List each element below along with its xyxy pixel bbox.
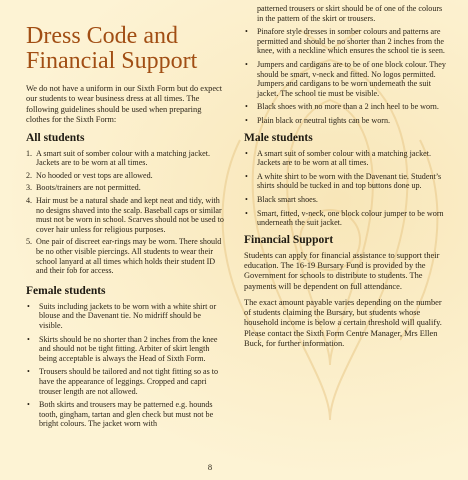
page-title: Dress Code and Financial Support — [26, 23, 198, 74]
all-students-heading: All students — [26, 131, 85, 144]
list-item: • A white shirt to be worn with the Davenant tie. Student’s shirts should be tucked in and top buttons done up. — [245, 171, 442, 191]
list-item: • Skirts should be no shorter than 2 inches from the knee and should not be tight fitting. Arbiter of skirt length being acceptable is always the Head of Sixth Form. — [27, 334, 218, 363]
right-column — [244, 4, 450, 355]
list-item: • Black smart shoes. — [245, 194, 318, 204]
all-students-list — [26, 149, 226, 276]
list-item: • Pinafore style dresses in somber colours and patterns are permitted and should be no shorter than 2 inches from the knee, with a neckline which ensures the school tie is seen. — [245, 27, 445, 56]
female-students-continued: patterned trousers or skirt should be of one of the colours in the pattern of the skirt or trousers. — [257, 4, 443, 23]
female-students-heading: Female students — [26, 284, 106, 297]
female-students-list-continued — [244, 27, 450, 125]
list-item: • Trousers should be tailored and not tight fitting so as to have the appearance of leggings. Cropped and capri trouser length are not allowed. — [27, 367, 219, 396]
list-item: 3. Boots/trainers are not permitted. — [26, 183, 141, 193]
male-students-heading: Male students — [244, 131, 313, 144]
left-column — [26, 4, 226, 433]
list-item: • Plain black or neutral tights can be worn. — [245, 115, 391, 125]
page-number: 8 — [207, 462, 213, 472]
list-item: • Smart, fitted, v-neck, one block colour jumper to be worn underneath the suit jacket. — [245, 208, 444, 228]
financial-support-paragraph: Students can apply for financial assistance to support their education. The 16-19 Bursary Fund is provided by the Government for schools to distribute to students. The payments will be dependent on full attendance. — [244, 250, 440, 291]
female-students-list — [26, 302, 226, 429]
list-item: 1. A smart suit of somber colour with a matching jacket. Jackets are to be worn at all times. — [26, 148, 210, 168]
list-item: 4. Hair must be a natural shade and kept neat and tidy, with no designs shaved into the scalp. Baseball caps or similar must not be worn in school. Scarves should not be used to cover hair unless for religious purposes. — [26, 196, 224, 234]
list-item: 5. One pair of discreet ear-rings may be worn. There should be no other visible piercings. All students to wear their school lanyard at all times which holds their student ID and their fob for access. — [26, 237, 222, 276]
financial-support-paragraph: The exact amount payable varies depending on the number of students claiming the Bursary, but students whose household income is below a certain threshold will qualify. Please contact the Sixth Form Centre Manager, Mrs Ellen Buck, for further information. — [244, 297, 442, 349]
list-item: • Jumpers and cardigans are to be of one block colour. They should be smart, v-neck and fitted. No logos permitted. Jumpers and cardigans to be worn underneath the suit jacket. The school tie must be visible. — [245, 59, 446, 98]
male-students-list — [244, 149, 450, 228]
list-item: • A smart suit of somber colour with a matching jacket. Jackets are to be worn at all times. — [245, 148, 431, 168]
list-item: • Both skirts and trousers may be patterned e.g. hounds tooth, gingham, tartan and glen check but must not be bright colours. The jacket worn with — [27, 400, 214, 429]
financial-support-heading: Financial Support — [244, 233, 334, 246]
list-item: • Suits including jackets to be worn with a white shirt or blouse and the Davenant tie. No midriff should be visible. — [27, 301, 217, 330]
list-item: • Black shoes with no more than a 2 inch heel to be worn. — [245, 102, 439, 112]
intro-paragraph: We do not have a uniform in our Sixth Form but do expect our students to wear business dress at all times. The following guidelines should be used when preparing clothes for the Sixth Form: — [26, 84, 223, 125]
list-item: 2. No hooded or vest tops are allowed. — [26, 170, 153, 180]
